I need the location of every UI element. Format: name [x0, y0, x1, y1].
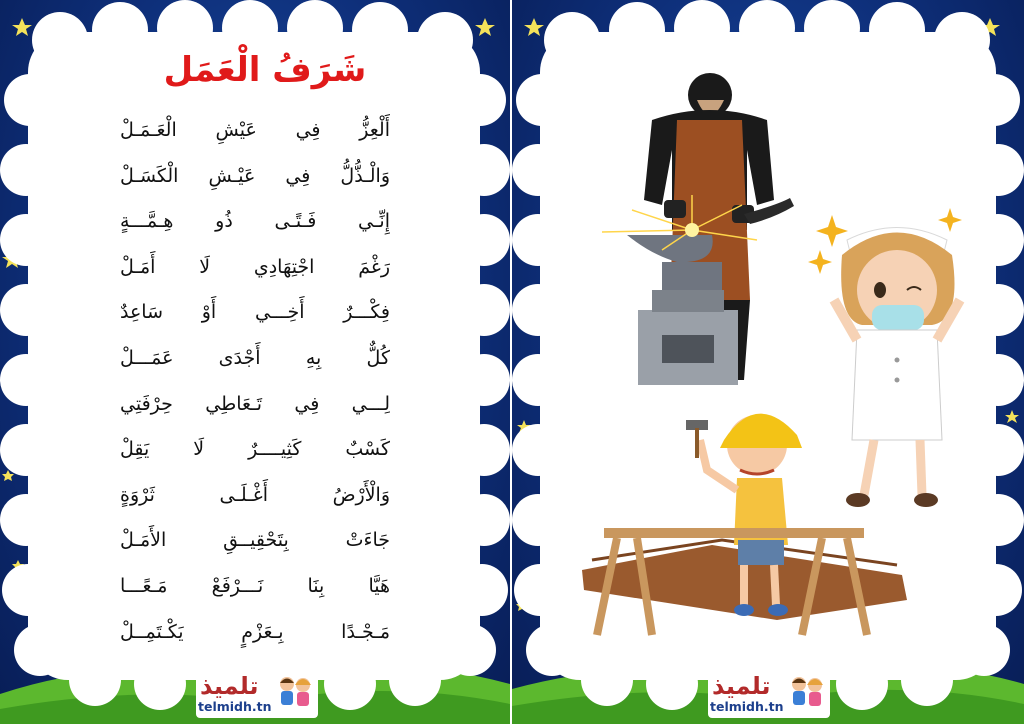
brand-logo	[708, 672, 830, 718]
left-page	[0, 0, 510, 724]
brand-logo	[196, 672, 318, 718]
poem-line: رَغْمَ اجْتِهَادِي لَا أَمَـلْ	[120, 255, 390, 278]
brand-url: telmidh.tn	[710, 699, 784, 714]
poem-line: هَيَّا بِنَا نَـــرْفَعْ مَـعًـــا	[120, 574, 390, 597]
poem-line: إِنِّـي فَـتًـى ذُو هِـمَّـــةٍ	[120, 210, 390, 233]
poem-line: وَالْـذُّلُّ فِي عَيْـشِ الْكَسَـلْ	[120, 164, 390, 187]
poem-line: لِـــي فِي تَـعَاطِي حِرْفَتِي	[120, 392, 390, 415]
right-page	[512, 0, 1024, 724]
brand-name: تلميذ	[712, 672, 771, 700]
brand-url: telmidh.tn	[198, 699, 272, 714]
poem-line: كَسْبٌ كَثِيــــرٌ لَا يَقِلْ	[120, 438, 390, 461]
poem-line: أَلْعِزُّ فِي عَيْشِ الْعَـمَـلْ	[120, 119, 390, 141]
child-carpenter-illustration	[512, 0, 1024, 724]
poem-lines	[120, 108, 390, 655]
brand-name: تلميذ	[200, 672, 259, 700]
poem-title: شَرَفُ الْعَمَل	[163, 50, 367, 90]
poem-line: مَـجْـدًا بِـعَزْمٍ يَكْـتَمِــلْ	[120, 620, 390, 643]
kids-logo-icon	[788, 674, 826, 714]
kids-logo-icon	[276, 674, 314, 714]
poem-line: جَاءَتْ بِتَحْقِيــقِ الأَمَـلْ	[120, 529, 390, 552]
poem-line: وَالْأَرْضُ أَغْـلَـى ثَرْوَةٍ	[120, 483, 390, 506]
poem-line: كُلٌّ بِهِ أَجْدَى عَمَـــلْ	[120, 346, 390, 369]
poem-line: فِكْـــرٌ أَخِـــي أَوْ سَاعِدٌ	[120, 301, 390, 324]
